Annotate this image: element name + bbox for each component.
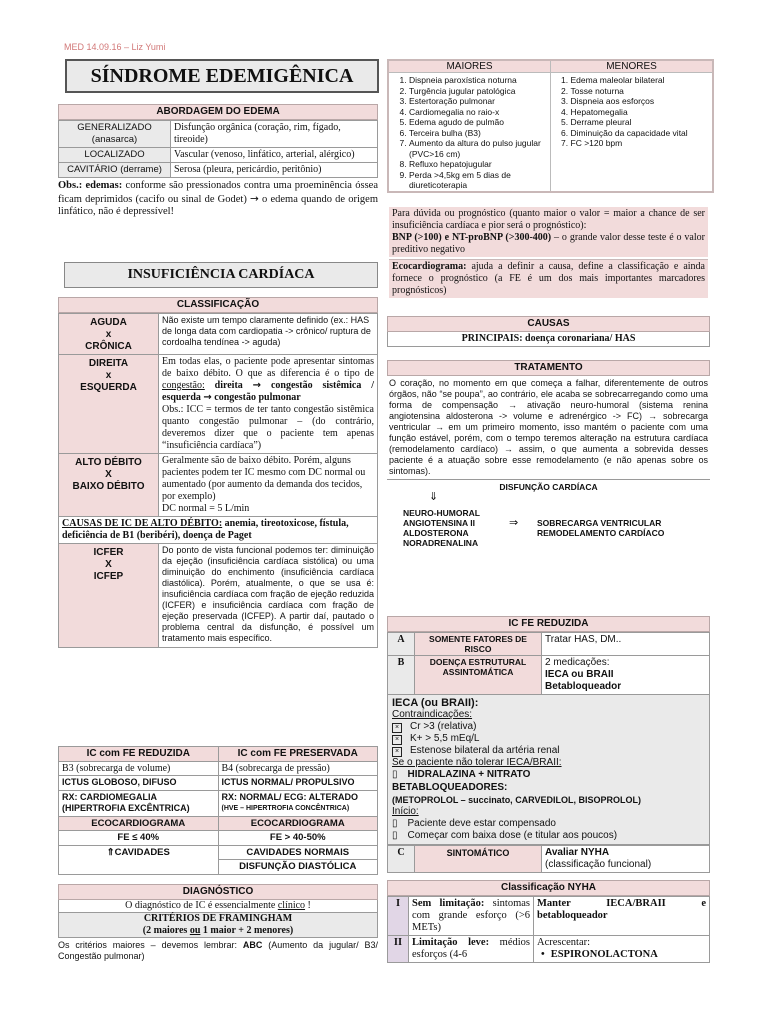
table-row [388,656,710,695]
prognostico-box: Para dúvida ou prognóstico (quanto maior o valor = maior a chance de ser insuficiência cardíaca e pior será o prognóstico): BNP (>100) e NT-proBNP (>300-400) – o grande valor desse teste é o valor preditivo negativo [389,207,708,257]
bullet-icon: ▯ [392,830,398,841]
table-row [59,454,378,517]
menores-item: 2. Tosse noturna [571,86,711,97]
classificacao-header: CLASSIFICAÇÃO [58,297,378,313]
table-row [388,846,710,873]
maiores-item: 1. Dispneia paroxística noturna [409,75,548,86]
menores-item: 7. FC >120 bpm [571,138,711,149]
table-row [59,790,378,816]
ic-fe-reduzida-header: IC FE REDUZIDA [387,616,710,632]
contra-item: × K+ > 5,5 mEq/L [392,733,705,745]
causas-header: CAUSAS [387,316,710,332]
icfer-key: ICFER X ICFEP [59,544,159,648]
fe-cell: ⇑CAVIDADES [59,845,219,874]
classificacao-section [58,297,378,648]
checkbox-icon: × [392,735,402,745]
menores-item: 6. Diminuição da capacidade vital [571,128,711,139]
abordagem-header: ABORDAGEM DO EDEMA [58,104,378,120]
menores-item: 4. Hepatomegalia [571,107,711,118]
nyha-section [387,880,710,963]
table-row [59,163,378,178]
table-row [59,845,378,874]
table-row [59,355,378,454]
table-row [388,936,710,963]
table-row [59,747,378,762]
maiores-item: 2. Turgência jugular patológica [409,86,548,97]
maiores-item: 7. Aumento da altura do pulso jugular (PVC>16 cm) [409,138,548,159]
disfuncao-label: DISFUNÇÃO CARDÍACA [499,482,598,492]
abordagem-key: CAVITÁRIO (derrame) [59,163,171,178]
nyha-class: II [388,936,409,963]
fe-cell: FE ≤ 40% [59,831,219,846]
fluxograma [387,479,710,560]
nyha-action: Acrescentar: • ESPIRONOLACTONA [534,936,710,963]
prognostico-section [389,207,708,298]
fe-cell: B3 (sobrecarga de volume) [59,761,219,776]
diagnostico-section [58,884,378,962]
ieca-box: IECA (ou BRAII): Contraindicações: × Cr >3 (relativa) × K+ > 5,5 mEq/L × Estenose bilateral da artéria renal Se o paciente não tolerar IECA/BRAII: ▯ HIDRALAZINA + NITRATO BETABLOQUEADORES: (METOPROLOL – succinato, CARVEDILOL, BISOPROLOL) Início: ▯ Paciente deve estar compensado ▯ Começar com baixa dose (e titular aos poucos) [387,695,710,845]
stage-letter: A [388,633,415,656]
fe-cell: FE > 40-50% [218,831,378,846]
nyha-class: I [388,897,409,936]
alto-debito-key: ALTO DÉBITO X BAIXO DÉBITO [59,454,159,517]
direita-value: Em todas elas, o paciente pode apresentar sintomas de baixo débito. O que as diferencia é o tipo de congestão: direita → congestão sistêmica / esquerda → congestão pulmonar Obs.: ICC = termos de ter tanto congestão sistêmica quanto congestão pulmonar – (do contrário, deveremos dizer que o paciente tem apenas “insuficiência cardíaca”) [159,355,378,454]
page-title: SÍNDROME EDEMIGÊNICA [65,59,379,93]
table-row [388,633,710,656]
nyha-desc: Limitação leve: médios esforços (4-6 [409,936,534,963]
table-row [59,121,378,148]
abordagem-key: LOCALIZADO [59,148,171,163]
menores-item: 3. Dispneia aos esforços [571,96,711,107]
stage-value: Tratar HAS, DM.. [542,633,710,656]
arrow-right-icon: → [203,392,212,403]
table-row [59,314,378,355]
maiores-list [389,73,551,191]
table-row [59,816,378,831]
menores-header: MENORES [551,61,712,72]
menores-list [551,73,713,191]
table-row [59,544,378,648]
fe-cell: ICTUS GLOBOSO, DIFUSO [59,776,219,791]
header-meta: MED 14.09.16 – Liz Yumi [64,42,166,52]
maiores-item: 8. Refluxo hepatojugular [409,159,548,170]
eco-header: ECOCARDIOGRAMA [218,816,378,831]
abordagem-section [58,104,378,219]
neuro-humoral-list: NEURO-HUMORAL ANGIOTENSINA II ALDOSTERONA NORADRENALINA [403,508,480,548]
fe-cell: RX: CARDIOMEGALIA (HIPERTROFIA EXCÊNTRICA) [59,790,219,816]
table-row [388,897,710,936]
nyha-action: Manter IECA/BRAII e betabloqueador [534,897,710,936]
fe-preservada-header: IC com FE PRESERVADA [218,747,378,762]
arrow-right-icon: → [250,192,259,205]
causas-alto-debito: CAUSAS DE IC DE ALTO DÉBITO: anemia, tireotoxicose, fístula, deficiência de B1 (beribéri), doença de Paget [59,517,378,544]
sobrecarga-list: SOBRECARGA VENTRICULAR REMODELAMENTO CARDÍACO [537,518,665,538]
fe-cell: B4 (sobrecarga de pressão) [218,761,378,776]
maiores-item: 9. Perda >4,5kg em 5 dias de diureticoterapia [409,170,548,191]
stage-key: SINTOMÁTICO [415,846,542,873]
diagnostico-note: Os critérios maiores – devemos lembrar: ABC (Aumento da jugular/ B3/ Congestão pulmonar) [58,940,378,961]
stage-letter: C [388,846,415,873]
nyha-header: Classificação NYHA [387,880,710,896]
menores-item: 1. Edema maleolar bilateral [571,75,711,86]
nyha-desc: Sem limitação: sintomas com grande esforço (>6 METs) [409,897,534,936]
menores-item: 5. Derrame pleural [571,117,711,128]
stage-letter: B [388,656,415,695]
stage-value: Avaliar NYHA (classificação funcional) [542,846,710,873]
ic-title: INSUFICIÊNCIA CARDÍACA [64,262,378,288]
maiores-header: MAIORES [389,61,551,72]
fe-table [58,746,378,875]
arrow-right-icon: → [252,380,262,391]
ic-fe-reduzida-section [387,616,710,873]
table-row [59,831,378,846]
tratamento-text: O coração, no momento em que começa a falhar, diferentemente de outros órgãos, não “se poupa”, ao contrário, ele acaba se sobrecarregando como uma forma de compensação → ativação neuro-humoral (sistema renina angiotensina aldosterona -> volume e adrenérgico -> FC) → sobrecarga ventricular → em um primeiro momento, isso mantém o paciente com uma função estável, porém, com o tempo teremos alteração na estrutura cardíaca (remodelamento cardíaco) → assim, o que aumenta a sobrevida desses paciente é a atuação sobre esse remodelamento (e não apenas sobre os sintomas). [389,378,708,476]
direita-key: DIREITA x ESQUERDA [59,355,159,454]
ecocardiograma-box: Ecocardiograma: ajuda a definir a causa, define a classificação e ainda fornece o prognóstico (a FE é um dos mais importantes marcadores prognósticos) [389,259,708,298]
icfer-value: Do ponto de vista funcional podemos ter: diminuição da ejeção (insuficiência cardíaca sistólica) ou uma diminuição do enchimento (insuficiência cardíaca diastólica). Porém, atualmente, o que se usa é: insuficiência cardíaca com fração de ejeção reduzida (ICFER) e insuficiência cardíaca com fração de ejeção preservada (ICFEP). A partir daí, pautado o problema central da disfunção, é possível um tratamento mais específico. [159,544,378,648]
tratamento-section [387,360,710,560]
maiores-item: 6. Terceira bulha (B3) [409,128,548,139]
criterios-table [387,59,714,193]
abordagem-key: GENERALIZADO (anasarca) [59,121,171,148]
fe-cell: CAVIDADES NORMAIS DISFUNÇÃO DIASTÓLICA [218,845,378,874]
eco-header: ECOCARDIOGRAMA [59,816,219,831]
bullet-icon: ▯ [392,818,398,829]
table-row [59,517,378,544]
aguda-key: AGUDA x CRÔNICA [59,314,159,355]
diagnostico-line: O diagnóstico de IC é essencialmente clínico ! [58,900,378,912]
arrow-down-icon: ⇓ [429,490,439,503]
causas-principais: PRINCIPAIS: doença coronariana/ HAS [387,332,710,347]
tratamento-header: TRATAMENTO [387,360,710,376]
fe-cell: ICTUS NORMAL/ PROPULSIVO [218,776,378,791]
checkbox-icon: × [392,723,402,733]
stage-key: SOMENTE FATORES DE RISCO [415,633,542,656]
maiores-item: 3. Estertoração pulmonar [409,96,548,107]
abordagem-value: Disfunção orgânica (coração, rim, fígado, tireoide) [171,121,378,148]
table-row [59,148,378,163]
abordagem-value: Vascular (venoso, linfático, arterial, alérgico) [171,148,378,163]
maiores-item: 5. Edema agudo de pulmão [409,117,548,128]
contra-item: × Cr >3 (relativa) [392,721,705,733]
abordagem-value: Serosa (pleura, pericárdio, peritônio) [171,163,378,178]
abordagem-obs: Obs.: edemas: conforme são pressionados contra uma proeminência óssea ficam deprimidos (cacifo ou sinal de Godet) → o edema quando de origem linfático, não é depressível! [58,180,379,217]
checkbox-icon: × [392,747,402,757]
bullet-icon: ▯ [392,769,398,780]
alto-debito-value: Geralmente são de baixo débito. Porém, alguns pacientes podem ter IC mesmo com DC normal ou aumentado (por aumento da demanda dos tecidos, por exemplo) DC normal = 5 L/min [159,454,378,517]
diagnostico-header: DIAGNÓSTICO [58,884,378,900]
fe-reduzida-header: IC com FE REDUZIDA [59,747,219,762]
maiores-item: 4. Cardiomegalia no raio-x [409,107,548,118]
stage-key: DOENÇA ESTRUTURAL ASSINTOMÁTICA [415,656,542,695]
table-row [59,761,378,776]
causas-section [387,316,710,347]
contra-item: × Estenose bilateral da artéria renal [392,745,705,757]
arrow-right-icon: ⇒ [509,516,519,529]
aguda-value: Não existe um tempo claramente definido (ex.: HAS de longa data com cardiopatia -> crônico/ ruptura de cordoalha tendínea -> aguda) [159,314,378,355]
stage-value: 2 medicações: IECA ou BRAII Betabloqueador [542,656,710,695]
fe-cell: RX: NORMAL/ ECG: ALTERADO (HVE – HIPERTROFIA CONCÊNTRICA) [218,790,378,816]
framingham: CRITÉRIOS DE FRAMINGHAM (2 maiores ou 1 maior + 2 menores) [58,912,378,938]
table-row [59,776,378,791]
